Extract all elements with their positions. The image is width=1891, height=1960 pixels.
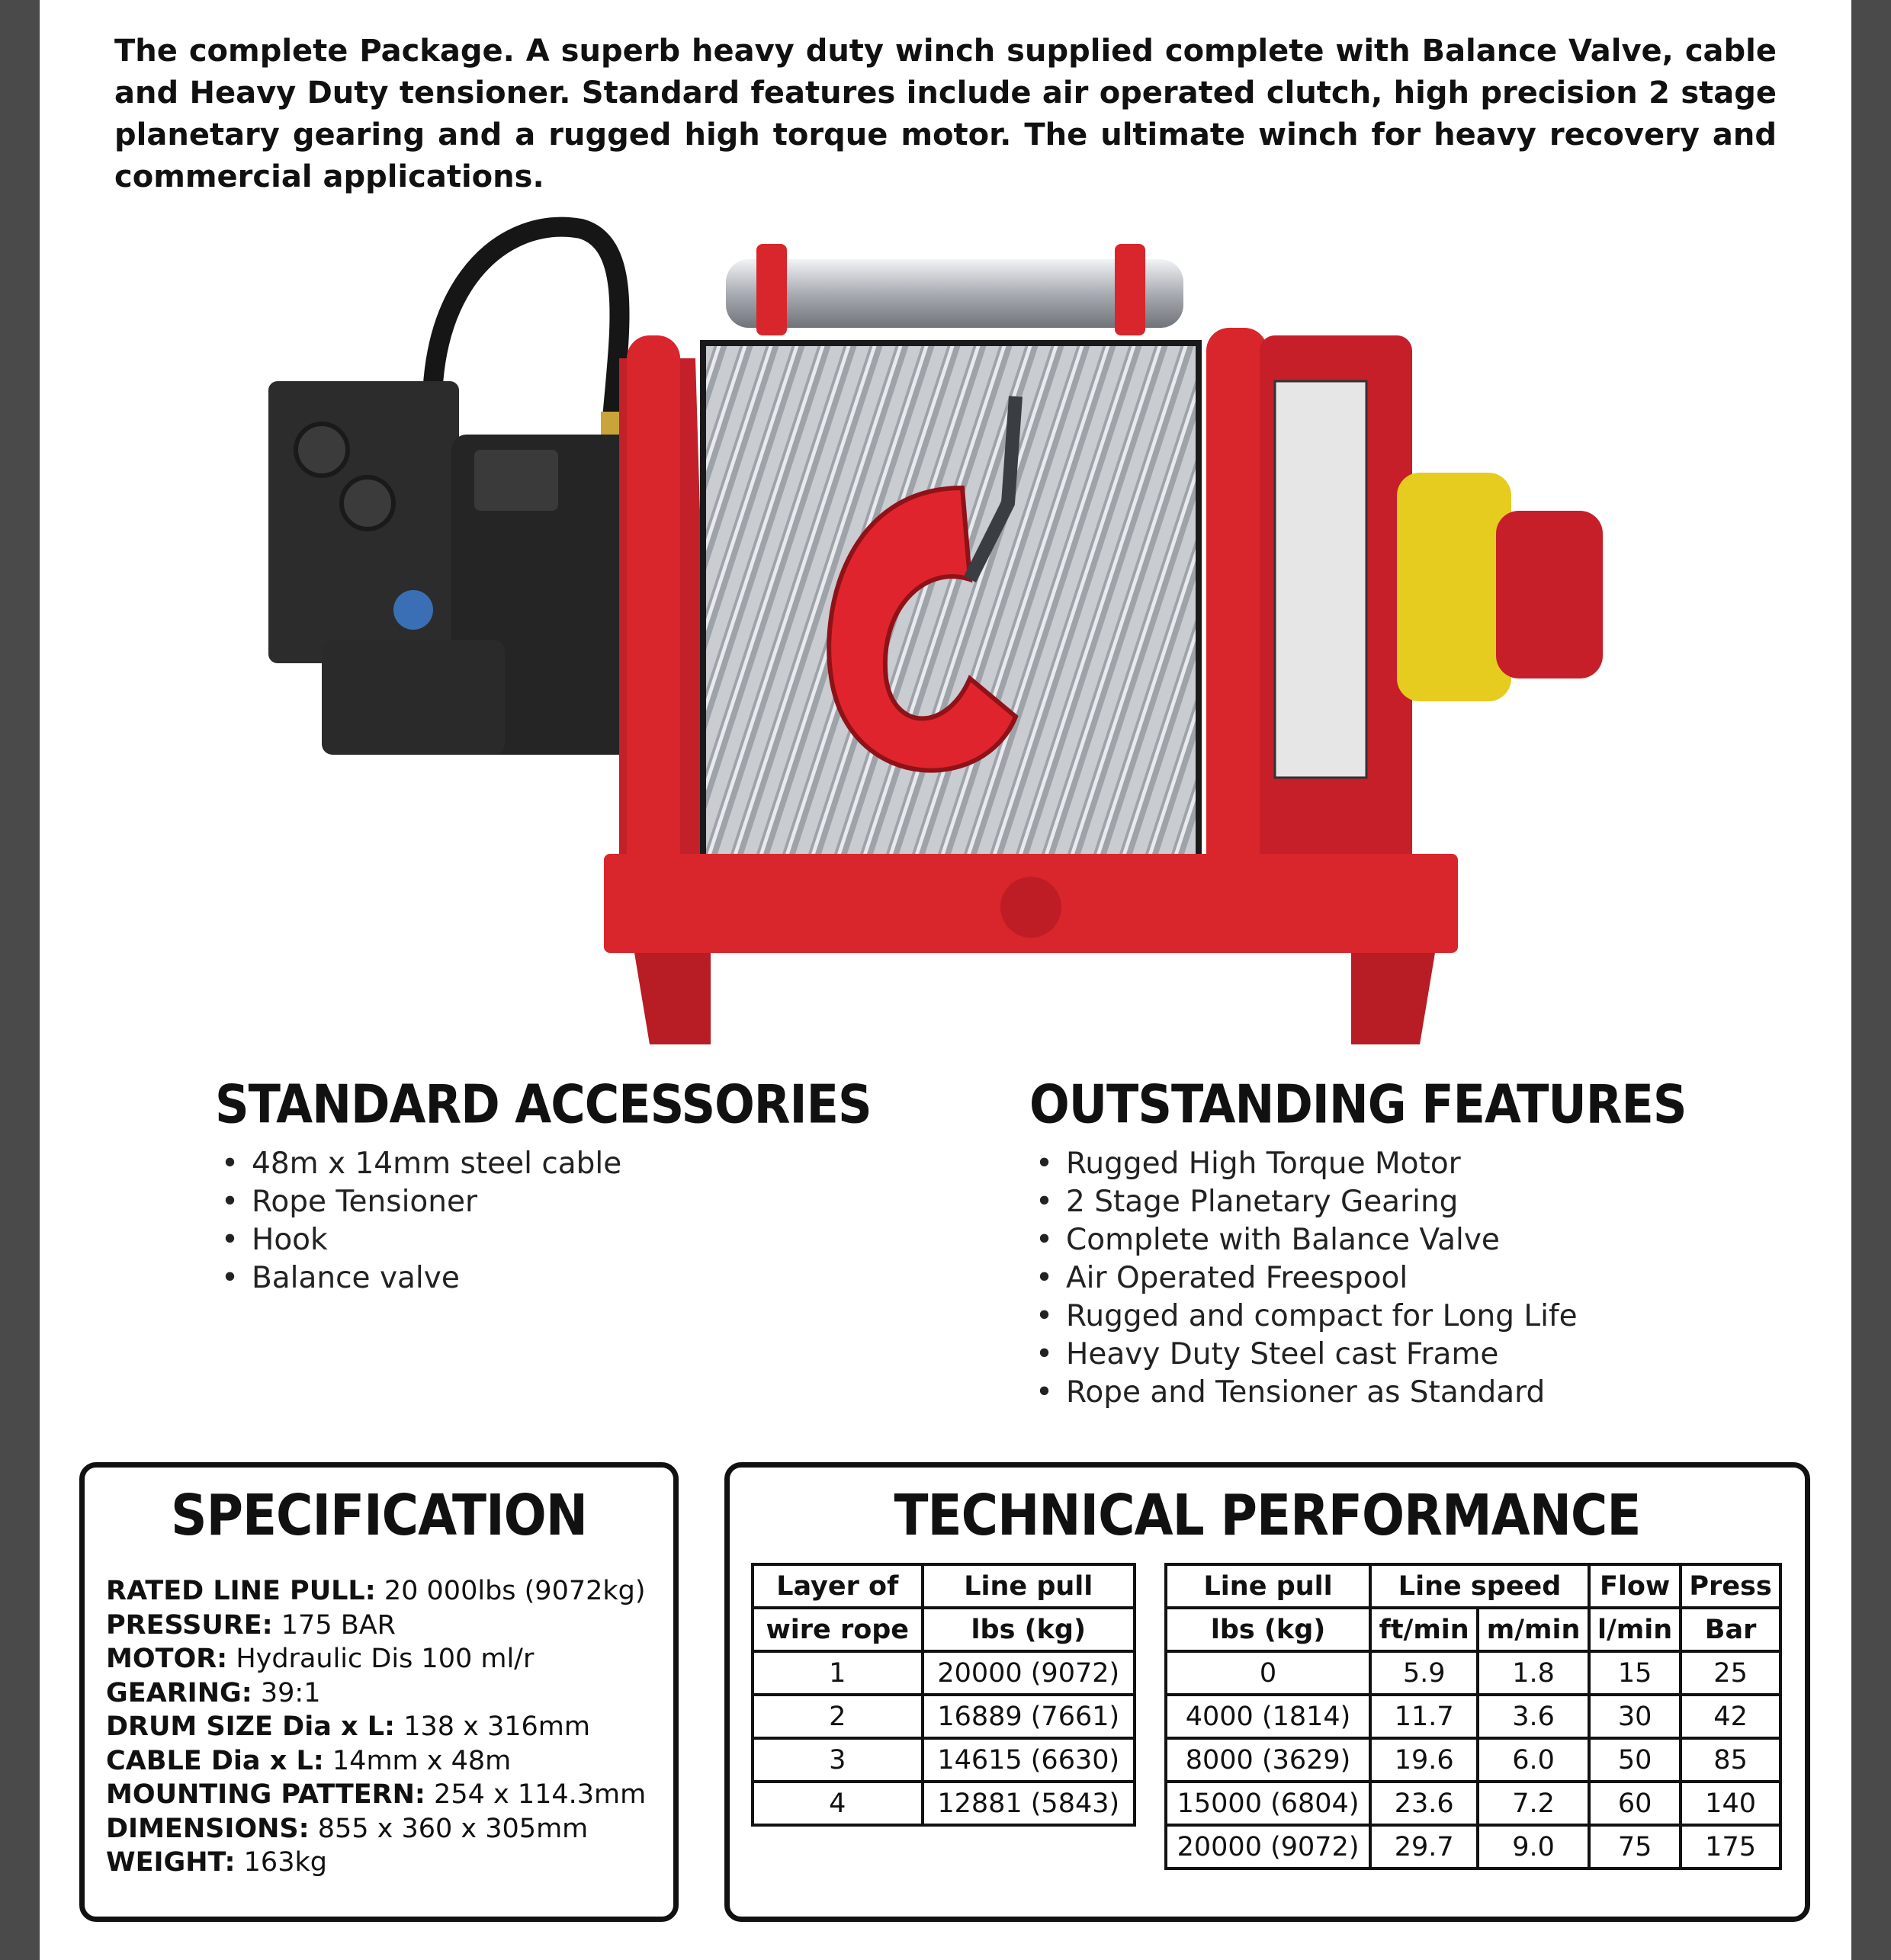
table-cell: 25 — [1681, 1651, 1780, 1695]
table-cell: 12881 (5843) — [923, 1782, 1135, 1825]
list-item: • Heavy Duty Steel cast Frame — [1066, 1336, 1687, 1374]
table-header-row — [753, 1608, 1135, 1651]
table-cell: 75 — [1589, 1825, 1681, 1869]
accessories-list — [215, 1145, 872, 1298]
table-header-cell: Line pull — [1166, 1564, 1370, 1608]
table-cell: 16889 (7661) — [923, 1695, 1135, 1738]
table-cell: 15000 (6804) — [1166, 1782, 1370, 1825]
table-header-row — [1166, 1564, 1780, 1608]
table-cell: 1 — [753, 1651, 923, 1695]
list-item: • Rugged High Torque Motor — [1066, 1145, 1687, 1183]
table-cell: 23.6 — [1370, 1782, 1478, 1825]
spec-row-drum-size: DRUM SIZE Dia x L: 138 x 316mm — [106, 1711, 590, 1742]
winch-product-image — [223, 183, 1641, 1044]
list-item: • Balance valve — [252, 1259, 872, 1298]
spec-row-motor: MOTOR: Hydraulic Dis 100 ml/r — [106, 1644, 535, 1674]
table-header-cell: Line pull — [923, 1564, 1135, 1608]
table-cell: 30 — [1589, 1695, 1681, 1738]
table-header-cell: l/min — [1589, 1608, 1681, 1651]
standard-accessories-title: STANDARD ACCESSORIES — [215, 1073, 872, 1136]
list-item: • 2 Stage Planetary Gearing — [1066, 1183, 1687, 1221]
table-cell: 8000 (3629) — [1166, 1738, 1370, 1782]
table-cell: 50 — [1589, 1738, 1681, 1782]
table-row — [753, 1738, 1135, 1782]
table-cell: 2 — [753, 1695, 923, 1738]
table-row — [753, 1651, 1135, 1695]
table-cell: 5.9 — [1370, 1651, 1478, 1695]
table-row — [753, 1695, 1135, 1738]
list-item: • Hook — [252, 1221, 872, 1259]
spec-row-mounting-pattern: MOUNTING PATTERN: 254 x 114.3mm — [106, 1779, 647, 1810]
table-cell: 3.6 — [1478, 1695, 1589, 1738]
table-cell: 11.7 — [1370, 1695, 1478, 1738]
table-header-cell: Flow — [1589, 1564, 1681, 1608]
table-cell: 42 — [1681, 1695, 1780, 1738]
spec-list — [106, 1574, 646, 1880]
spec-row-rated-line-pull: RATED LINE PULL: 20 000lbs (9072kg) — [106, 1576, 646, 1606]
table-header-row — [1166, 1608, 1780, 1651]
line-speed-flow-table — [1164, 1563, 1782, 1870]
table-cell: 20000 (9072) — [923, 1651, 1135, 1695]
table-header-cell: lbs (kg) — [1166, 1608, 1370, 1651]
table-row — [1166, 1695, 1780, 1738]
table-header-cell: Layer of — [753, 1564, 923, 1608]
table-header-cell: lbs (kg) — [923, 1608, 1135, 1651]
spec-row-weight: WEIGHT: 163kg — [106, 1847, 327, 1878]
table-cell: 29.7 — [1370, 1825, 1478, 1869]
outstanding-features-section — [1029, 1075, 1687, 1412]
table-cell: 19.6 — [1370, 1738, 1478, 1782]
brochure-page — [40, 0, 1851, 1960]
table-header-cell: wire rope — [753, 1608, 923, 1651]
list-item: • Rugged and compact for Long Life — [1066, 1298, 1687, 1336]
spec-row-pressure: PRESSURE: 175 BAR — [106, 1609, 396, 1641]
specification-title: SPECIFICATION — [171, 1482, 587, 1548]
table-row — [753, 1782, 1135, 1825]
list-item: • 48m x 14mm steel cable — [252, 1145, 872, 1183]
table-header-cell: Bar — [1681, 1608, 1780, 1651]
spec-row-gearing: GEARING: 39:1 — [106, 1677, 321, 1708]
technical-performance-title: TECHNICAL PERFORMANCE — [894, 1482, 1641, 1548]
table-cell: 6.0 — [1478, 1738, 1589, 1782]
table-cell: 7.2 — [1478, 1782, 1589, 1825]
technical-performance-panel — [724, 1462, 1810, 1922]
table-row — [1166, 1651, 1780, 1695]
spec-row-cable: CABLE Dia x L: 14mm x 48m — [106, 1745, 512, 1776]
standard-accessories-section — [215, 1075, 872, 1298]
table-header-cell: Line speed — [1370, 1564, 1589, 1608]
features-list — [1029, 1145, 1687, 1412]
table-header-cell: Press — [1681, 1564, 1780, 1608]
list-item: • Air Operated Freespool — [1066, 1259, 1687, 1298]
table-cell: 60 — [1589, 1782, 1681, 1825]
table-cell: 9.0 — [1478, 1825, 1589, 1869]
table-cell: 175 — [1681, 1825, 1780, 1869]
table-row — [1166, 1825, 1780, 1869]
table-header-cell: m/min — [1478, 1608, 1589, 1651]
table-cell: 140 — [1681, 1782, 1780, 1825]
table-row — [1166, 1782, 1780, 1825]
table-cell: 4000 (1814) — [1166, 1695, 1370, 1738]
table-cell: 14615 (6630) — [923, 1738, 1135, 1782]
table-header-row — [753, 1564, 1135, 1608]
table-header-cell: ft/min — [1370, 1608, 1478, 1651]
table-cell: 4 — [753, 1782, 923, 1825]
list-item: • Complete with Balance Valve — [1066, 1221, 1687, 1259]
table-cell: 85 — [1681, 1738, 1780, 1782]
specification-panel — [79, 1462, 679, 1922]
list-item: • Rope and Tensioner as Standard — [1066, 1374, 1687, 1412]
spec-row-dimensions: DIMENSIONS: 855 x 360 x 305mm — [106, 1813, 589, 1844]
outstanding-features-title: OUTSTANDING FEATURES — [1029, 1073, 1687, 1136]
intro-paragraph: The complete Package. A superb heavy duty winch supplied complete with Balance Valve, cable and Heavy Duty tensioner. Standard features include air operated clutch, high precision 2 stage planetary gearing and a rugged high torque motor. The ultimate winch for heavy recovery and commercial applications. — [114, 34, 1777, 194]
table-row — [1166, 1738, 1780, 1782]
table-cell: 0 — [1166, 1651, 1370, 1695]
table-cell: 1.8 — [1478, 1651, 1589, 1695]
table-cell: 15 — [1589, 1651, 1681, 1695]
list-item: • Rope Tensioner — [252, 1183, 872, 1221]
layer-line-pull-table — [751, 1563, 1136, 1827]
table-cell: 20000 (9072) — [1166, 1825, 1370, 1869]
table-cell: 3 — [753, 1738, 923, 1782]
